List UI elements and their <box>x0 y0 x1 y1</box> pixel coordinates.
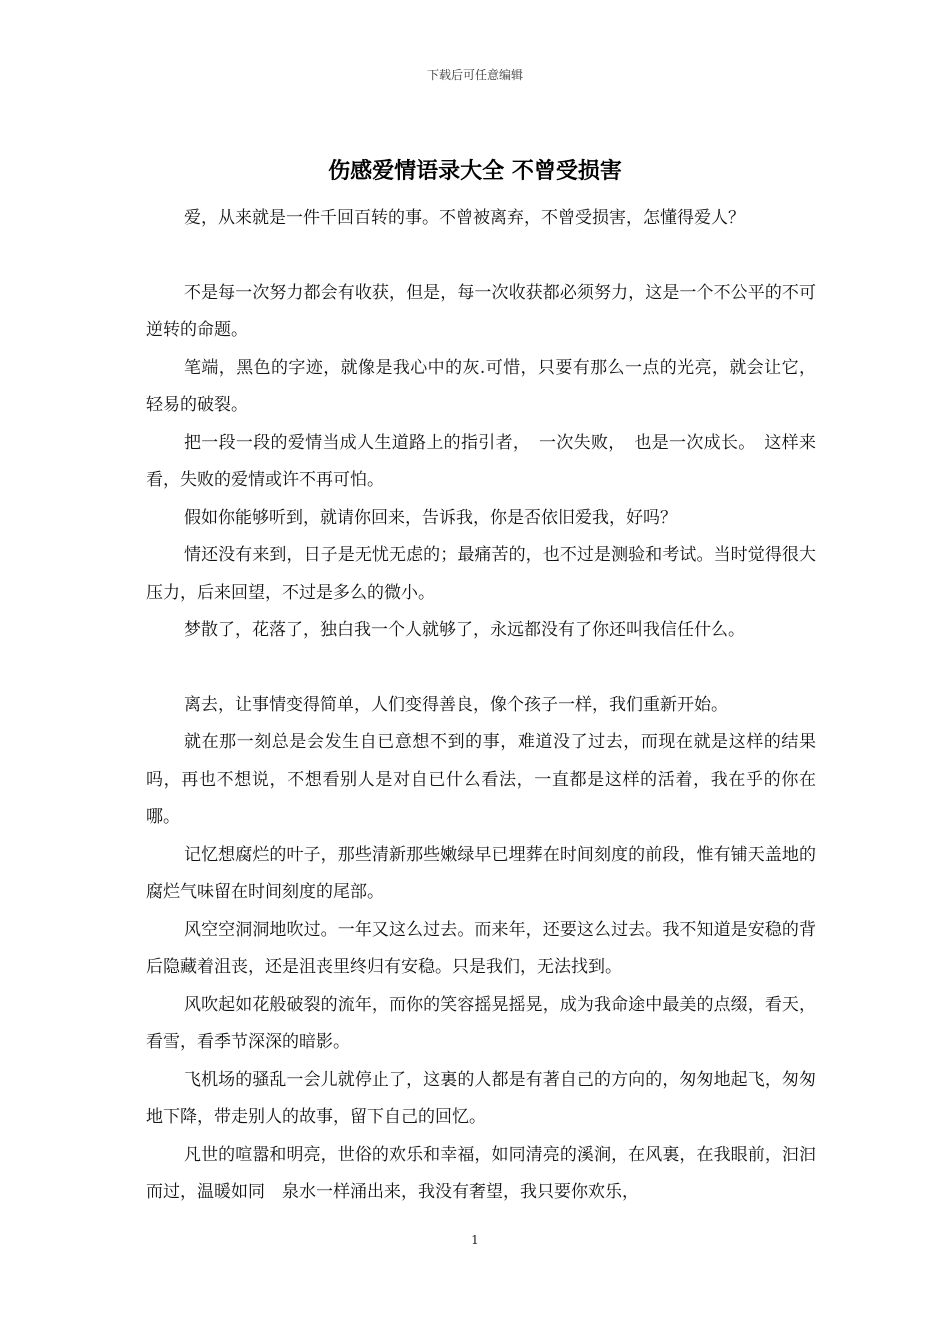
paragraph: 不是每一次努力都会有收获，但是，每一次收获都必须努力，这是一个不公平的不可逆转的命题。 <box>146 282 816 340</box>
paragraph: 记忆想腐烂的叶子，那些清新那些嫩绿早已埋葬在时间刻度的前段，惟有铺天盖地的腐烂气味留在时间刻度的尾部。 <box>146 844 816 902</box>
paragraph: 爱，从来就是一件千回百转的事。不曾被离弃，不曾受损害，怎懂得爱人？ <box>184 208 745 228</box>
page-header: 下载后可任意编辑 <box>426 68 523 82</box>
paragraph: 把一段一段的爱情当成人生道路上的指引者， 一次失败， 也是一次成长。 这样来看，失败的爱情或许不再可怕。 <box>146 432 816 490</box>
paragraph: 梦散了，花落了，独白我一个人就够了，永远都没有了你还叫我信任什么。 <box>184 620 745 640</box>
paragraph: 就在那一刻总是会发生自已意想不到的事，难道没了过去，而现在就是这样的结果吗，再也不想说，不想看别人是对自已什么看法，一直都是这样的活着，我在乎的你在哪。 <box>146 732 816 827</box>
paragraph-gap <box>146 238 816 275</box>
paragraph-gap <box>146 650 816 687</box>
paragraph: 情还没有来到，日子是无忧无虑的；最痛苦的，也不过是测验和考试。当时觉得很大压力，后来回望，不过是多么的微小。 <box>146 545 816 603</box>
document-body <box>146 200 816 1212</box>
paragraph: 风吹起如花般破裂的流年，而你的笑容摇晃摇晃，成为我命途中最美的点缀，看天，看雪，看季节深深的暗影。 <box>146 994 816 1052</box>
paragraph: 离去，让事情变得简单，人们变得善良，像个孩子一样，我们重新开始。 <box>184 694 728 715</box>
paragraph: 飞机场的骚乱一会儿就停止了，这裏的人都是有著自己的方向的，匆匆地起飞，匆匆地下降，带走别人的故事，留下自己的回忆。 <box>146 1069 816 1127</box>
page-number: 1 <box>471 1233 479 1247</box>
paragraph: 笔端，黑色的字迹，就像是我心中的灰.可惜，只要有那么一点的光亮，就会让它，轻易的破裂。 <box>146 357 816 415</box>
document-title: 伤感爱情语录大全 不曾受损害 <box>328 159 622 184</box>
paragraph: 风空空洞洞地吹过。一年又这么过去。而来年，还要这么过去。我不知道是安稳的背后隐藏着沮丧，还是沮丧里终归有安稳。只是我们，无法找到。 <box>146 919 816 977</box>
paragraph: 假如你能够听到，就请你回来，告诉我，你是否依旧爱我，好吗？ <box>184 507 677 528</box>
paragraph: 凡世的喧嚣和明亮，世俗的欢乐和幸福，如同清亮的溪涧，在风裏，在我眼前，汩汩而过，温暖如同 泉水一样涌出来，我没有奢望，我只要你欢乐， <box>146 1144 816 1202</box>
